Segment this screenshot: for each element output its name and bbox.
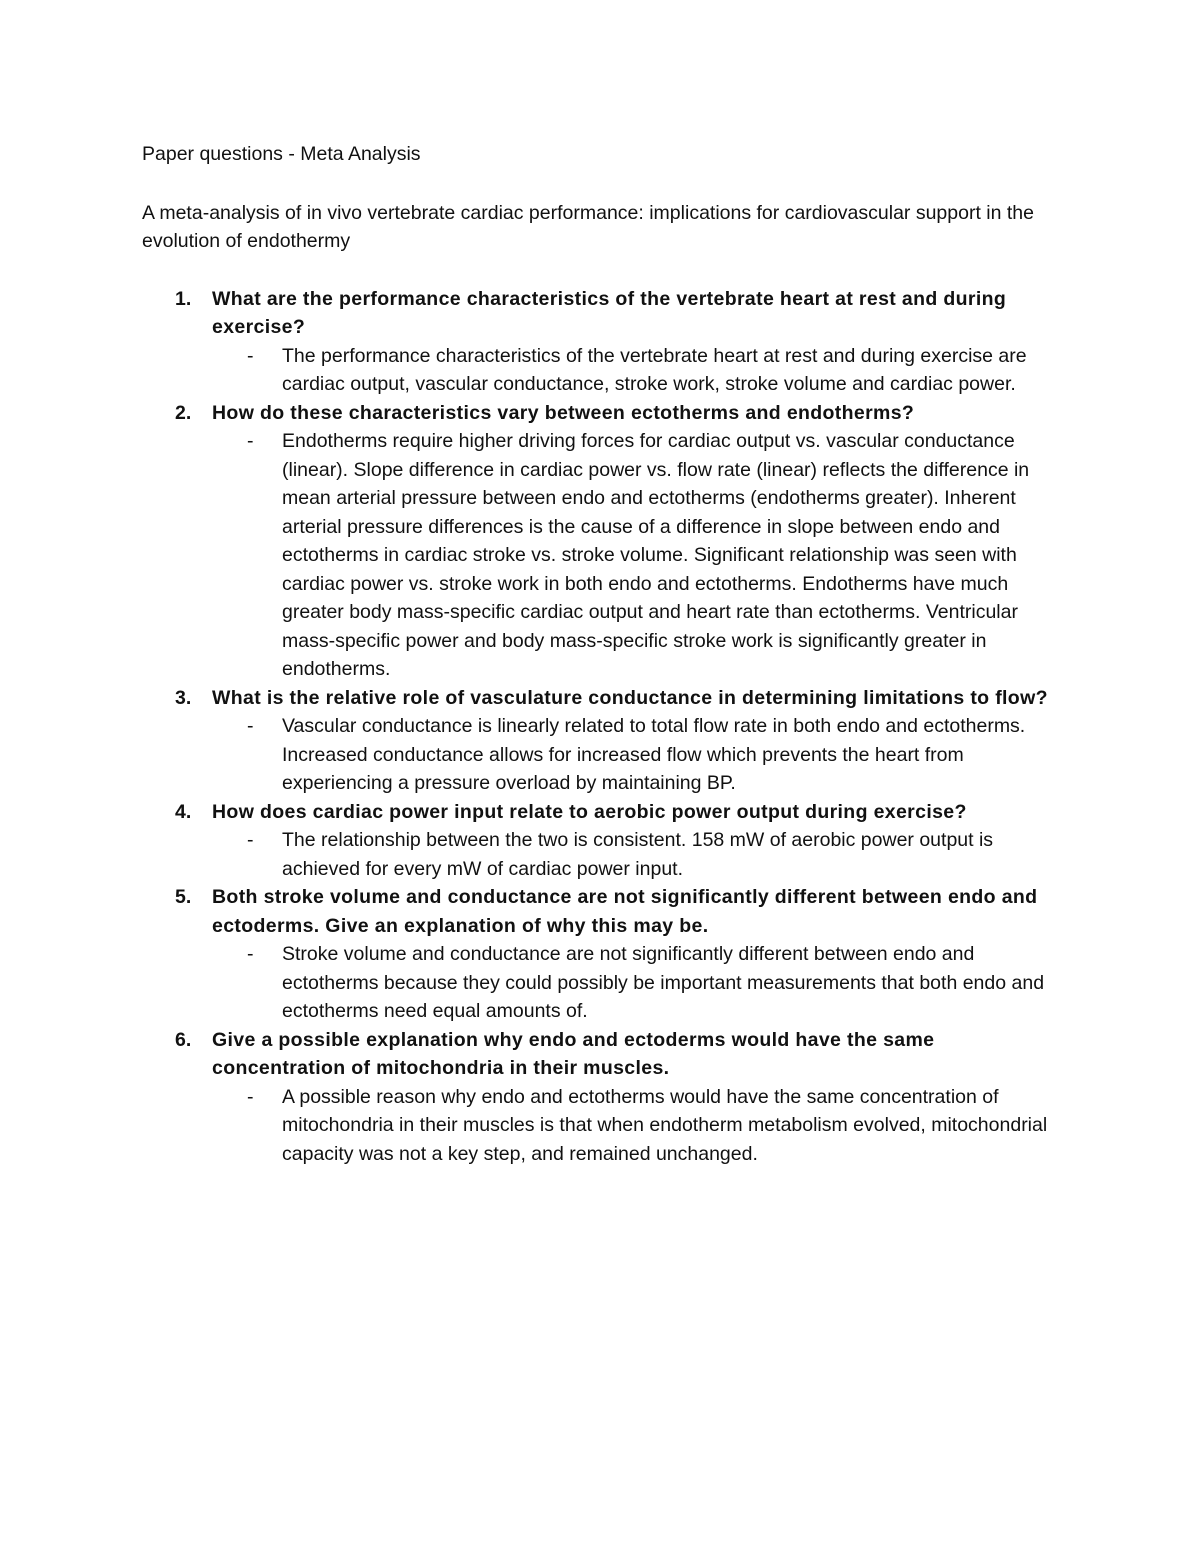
question-list [142, 285, 1072, 1169]
answer-bullet: - [247, 715, 254, 737]
document-page [142, 140, 1072, 1168]
answer-item [247, 712, 1072, 798]
document-title: Paper questions - Meta Analysis [142, 143, 421, 165]
question-number: 6. [175, 1028, 192, 1051]
question-item-4 [142, 798, 1072, 884]
answer-bullet: - [247, 430, 254, 452]
answer-bullet: - [247, 344, 254, 367]
paper-title: A meta-analysis of in vivo vertebrate cardiac performance: implications for cardiovascular support in the evolution of endothermy [142, 201, 1034, 252]
answer-bullet: - [247, 829, 254, 851]
question-text: What are the performance characteristics of the vertebrate heart at rest and during exercise? [212, 287, 1007, 338]
answer-item [247, 427, 1072, 684]
answer-item [247, 826, 1072, 883]
question-number: 5. [175, 886, 192, 908]
question-item-3 [142, 684, 1072, 798]
answer-bullet: - [247, 1085, 254, 1108]
question-number: 3. [175, 686, 192, 709]
question-number: 4. [175, 800, 192, 823]
question-text: Both stroke volume and conductance are not significantly different between endo and ectoderms. Give an explanation of why this may be. [212, 886, 1038, 937]
answer-item [247, 1083, 1072, 1169]
answer-text: Stroke volume and conductance are not significantly different between endo and ectotherms because they could possibly be important measurements that both endo and ectotherms need equal amounts of. [282, 943, 1045, 1022]
answer-text: The performance characteristics of the vertebrate heart at rest and during exercise are cardiac output, vascular conductance, stroke work, stroke volume and cardiac power. [282, 344, 1027, 395]
question-text: Give a possible explanation why endo and ectoderms would have the same concentration of mitochondria in their muscles. [212, 1028, 935, 1079]
question-text: How does cardiac power input relate to aerobic power output during exercise? [212, 800, 967, 823]
question-text: How do these characteristics vary between ectotherms and endotherms? [212, 401, 915, 424]
question-item-6 [142, 1026, 1072, 1169]
question-item-2 [142, 399, 1072, 684]
answer-item [247, 940, 1072, 1026]
question-number: 2. [175, 401, 192, 424]
answer-text: The relationship between the two is consistent. 158 mW of aerobic power output is achieved for every mW of cardiac power input. [282, 829, 994, 880]
question-item-5 [142, 883, 1072, 1026]
answer-text: Endotherms require higher driving forces for cardiac output vs. vascular conductance (linear). Slope difference in cardiac power vs. flow rate (linear) reflects the difference in mean arterial pressure between endo and ectotherms (endotherms greater). Inherent arterial pressure differences is the cause of a difference in slope between endo and ectotherms in cardiac stroke vs. stroke volume. Significant relationship was seen with cardiac power vs. stroke work in both endo and ectotherms. Endotherms have much greater body mass-specific cardiac output and heart rate than ectotherms. Ventricular mass-specific power and body mass-specific stroke work is significantly greater in endotherms. [282, 430, 1030, 680]
answer-text: Vascular conductance is linearly related to total flow rate in both endo and ectotherms. Increased conductance allows for increased flow which prevents the heart from experiencing a pressure overload by maintaining BP. [282, 715, 1026, 794]
question-item-1 [142, 285, 1072, 399]
answer-bullet: - [247, 943, 254, 965]
question-number: 1. [175, 287, 192, 310]
answer-text: A possible reason why endo and ectotherms would have the same concentration of mitochondria in their muscles is that when endotherm metabolism evolved, mitochondrial capacity was not a key step, and remained unchanged. [282, 1085, 1048, 1165]
question-text: What is the relative role of vasculature conductance in determining limitations to flow? [212, 686, 1048, 709]
answer-item [247, 342, 1072, 399]
